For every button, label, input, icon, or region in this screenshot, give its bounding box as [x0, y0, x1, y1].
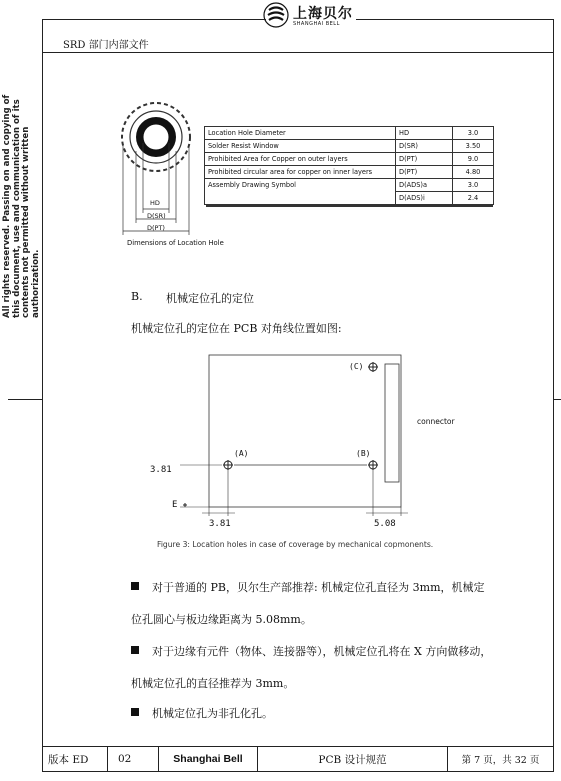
- table-cell-desc: Solder Resist Window: [205, 140, 396, 153]
- table-row: [205, 127, 494, 140]
- footer-version-label: 版本 ED: [43, 747, 108, 772]
- bullet-1-line-1: 对于普通的 PB，贝尔生产部推荐: 机械定位孔直径为 3mm，机械定: [152, 581, 485, 594]
- location-holes-diagram: [140, 350, 430, 540]
- table-cell-symbol: HD: [396, 127, 453, 140]
- hole-c-label: (C): [349, 362, 364, 371]
- table-row: [205, 153, 494, 166]
- copyright-notice: All rights reserved. Passing on and copying of this document, use and communication of its contents not permitted without written authorization.: [2, 94, 41, 318]
- company-logo: [263, 2, 355, 30]
- dsr-label: D(SR): [147, 212, 166, 220]
- e-label: E: [172, 500, 178, 510]
- section-heading: 机械定位孔的定位: [166, 292, 254, 305]
- table-cell-value: 3.50: [453, 140, 494, 153]
- table-row: [205, 140, 494, 153]
- table-cell-value: 3.0: [453, 179, 494, 192]
- table-cell-desc: [205, 192, 396, 205]
- department-label: SRD 部门内部文件: [63, 40, 149, 51]
- table-cell-desc: Assembly Drawing Symbol: [205, 179, 396, 192]
- frame-right: [553, 19, 554, 771]
- logo-mark-icon: [263, 2, 289, 28]
- table-cell-symbol: D(PT): [396, 166, 453, 179]
- dim-x-label: 3.81: [209, 519, 231, 529]
- footer-version: 02: [108, 747, 159, 772]
- section-intro: 机械定位孔的定位在 PCB 对角线位置如图:: [131, 322, 342, 335]
- dpt-label: D(PT): [147, 224, 165, 232]
- logo-english-text: SHANGHAI BELL: [293, 21, 340, 27]
- table-cell-desc: Location Hole Diameter: [205, 127, 396, 140]
- page-footer: [42, 746, 554, 772]
- section-heading-letter: B.: [131, 290, 143, 303]
- hole-a-label: (A): [234, 449, 249, 458]
- header-line: [42, 19, 266, 20]
- footer-page-info: 第 7 页，共 32 页: [448, 747, 554, 772]
- header-line-right: [356, 19, 553, 20]
- footer-company: Shanghai Bell: [159, 747, 258, 772]
- bullet-square-icon: [131, 708, 139, 716]
- table-cell-value: 4.80: [453, 166, 494, 179]
- location-hole-caption: Dimensions of Location Hole: [127, 239, 224, 247]
- margin-tick-right: [553, 399, 561, 400]
- table-cell-symbol: D(PT): [396, 153, 453, 166]
- figure3-caption: Figure 3: Location holes in case of coverage by mechanical copmonents.: [157, 540, 434, 549]
- footer-doc-title: PCB 设计规范: [258, 747, 448, 772]
- hd-label: HD: [150, 199, 160, 207]
- dim-y-label: 3.81: [150, 465, 172, 475]
- bullet-2-line-2: 机械定位孔的直径推荐为 3mm。: [131, 677, 295, 690]
- table-cell-value: 3.0: [453, 127, 494, 140]
- location-hole-spec-table: [204, 126, 494, 205]
- bullet-square-icon: [131, 646, 139, 654]
- table-cell-desc: Prohibited Area for Copper on outer layers: [205, 153, 396, 166]
- bullet-3-line-1: 机械定位孔为非孔化孔。: [152, 707, 273, 720]
- frame-left: [42, 19, 43, 771]
- connector-label: connector: [417, 417, 455, 426]
- margin-tick-left: [8, 399, 42, 400]
- table-row: [205, 166, 494, 179]
- header-rule: [42, 52, 553, 53]
- table-cell-value: 9.0: [453, 153, 494, 166]
- table-cell-value: 2.4: [453, 192, 494, 205]
- table-row: [205, 179, 494, 192]
- table-cell-desc: Prohibited circular area for copper on inner layers: [205, 166, 396, 179]
- bullet-1-line-2: 位孔圆心与板边缘距离为 5.08mm。: [131, 613, 312, 626]
- table-cell-symbol: D(ADS)i: [396, 192, 453, 205]
- table-cell-symbol: D(SR): [396, 140, 453, 153]
- bullet-2-line-1: 对于边缘有元件（物体、连接器等），机械定位孔将在 X 方向做移动，: [152, 645, 492, 658]
- hole-b-label: (B): [356, 449, 371, 458]
- logo-chinese-text: 上海贝尔: [293, 6, 353, 22]
- table-cell-symbol: D(ADS)a: [396, 179, 453, 192]
- dim-right-label: 5.08: [374, 519, 396, 529]
- table-row: [205, 192, 494, 205]
- bullet-square-icon: [131, 582, 139, 590]
